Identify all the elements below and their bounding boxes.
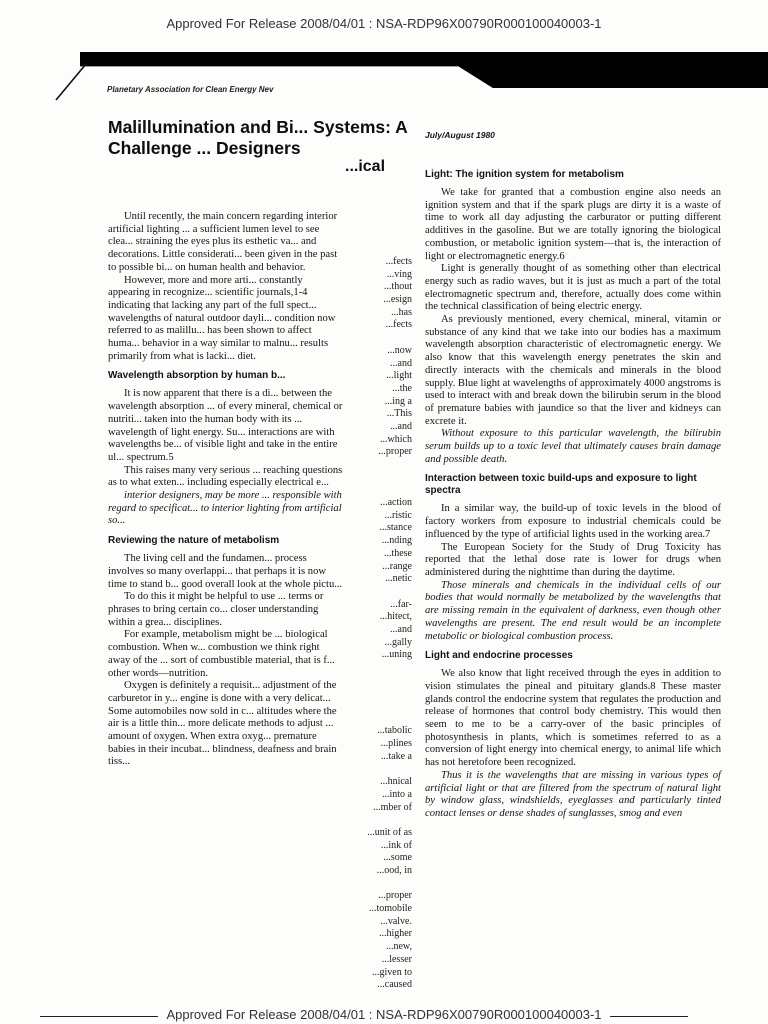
fragment-line: ...fects bbox=[385, 256, 412, 267]
body-paragraph: Until recently, the main concern regarding interior artificial lighting ... a sufficient lumen level to see clea... straining the eyes plus its esthetic va... and decorations. Little considerati... been given in the past to possible bi... on human health and behavior. bbox=[108, 211, 338, 273]
fragment-line: ...higher bbox=[378, 928, 412, 940]
release-stamp-top: Approved For Release 2008/04/01 : NSA-RDP96X00790R000100040003-1 bbox=[166, 16, 602, 31]
header-black-bar bbox=[80, 52, 768, 88]
body-paragraph: To do this it might be helpful to use ... terms or phrases to bring certain co... closer understanding within a grea... disciplines. bbox=[108, 591, 324, 628]
fragment-line bbox=[352, 662, 412, 675]
fragment-line: ...thout bbox=[383, 281, 412, 293]
fragment-line: ...This bbox=[386, 408, 412, 420]
body-paragraph: Without exposure to this particular wavelength, the bilirubin serum builds up to a toxic level that ultimately causes brain damage and possible death. bbox=[425, 428, 721, 465]
fragment-line: ...ing a bbox=[384, 395, 412, 407]
fragment-line bbox=[352, 472, 412, 485]
fragment-line: ...tomobile bbox=[368, 903, 412, 915]
fragment-line: ...far- bbox=[390, 598, 412, 610]
article-title-fragment: ...ical bbox=[345, 158, 386, 175]
body-paragraph: interior designers, may be more ... responsible with regard to specificat... to interior lighting from artificial so... bbox=[108, 490, 342, 527]
fragment-line: ...mber of bbox=[373, 801, 412, 813]
fragment-line: ...gally bbox=[384, 636, 412, 648]
fragment-line bbox=[352, 814, 412, 827]
fragment-line bbox=[352, 713, 412, 726]
fragment-line bbox=[352, 764, 412, 777]
body-paragraph: We also know that light received through the eyes in addition to vision stimulates the pineal and pituitary glands.8 These master glands control the endocrine system that regulates the production and release of hormones that control body chemistry. This would then seem to me to be a carry-over of the basic principles of photosynthesis in plants, which is sometimes referred to as a conversion of light energy into chemical energy, to animal life which has not heretofore been recognized. bbox=[425, 668, 721, 769]
body-paragraph: Oxygen is definitely a requisit... adjustment of the carburetor in y... engine is done with a very delicat... Some automobiles now sold in c... altitudes where the air is a little thin... more delicate methods to adjust ... amount of oxygen. When extra oxyg... premature babies in their incubat... blindness, deafness and brain tiss... bbox=[108, 680, 337, 768]
slash-mark-icon bbox=[52, 60, 92, 104]
fragment-line: ...plines bbox=[380, 738, 412, 750]
right-column bbox=[425, 162, 721, 821]
fragment-line: ...caused bbox=[377, 979, 412, 991]
body-paragraph: The living cell and the fundamen... process involves so many overlappi... that perhaps it is now time to stand b... good overall look at the whole pictu... bbox=[108, 553, 343, 590]
body-paragraph: It is now apparent that there is a di... between the wavelength absorption ... of every mineral, chemical or nutriti... taken into the human body with its ... wavelength of light energy. Su... interactions are with wavelengths be... of visible light and take in the entire ul... spectrum.5 bbox=[108, 388, 343, 463]
release-stamp-bottom: Approved For Release 2008/04/01 : NSA-RDP96X00790R000100040003-1 bbox=[166, 1007, 602, 1022]
fragment-line: ...proper bbox=[378, 446, 412, 458]
section-heading: Light and endocrine processes bbox=[425, 650, 573, 662]
fragment-line bbox=[352, 332, 412, 345]
left-column bbox=[108, 211, 344, 769]
body-paragraph: This raises many very serious ... reaching questions as to what exten... including especially electrical e... bbox=[108, 464, 343, 489]
fragment-line bbox=[352, 878, 412, 891]
section-heading: Reviewing the nature of metabolism bbox=[108, 535, 280, 547]
fragment-line: ...into a bbox=[382, 788, 412, 800]
fragment-line: ...light bbox=[386, 370, 412, 382]
body-paragraph: Light is generally thought of as something other than electrical energy such as radio waves, but it is just as much a part of the total electromagnetic spectrum and, therefore, actually does come within the technical classification of being electric energy. bbox=[425, 263, 721, 313]
fragment-line: ...the bbox=[392, 382, 412, 394]
fragment-line bbox=[352, 675, 412, 688]
fragment-line: ...now bbox=[387, 344, 412, 356]
fragment-line: ...lesser bbox=[381, 953, 412, 965]
fragment-line: ...fects bbox=[385, 319, 412, 331]
fragment-line: ...ving bbox=[386, 268, 412, 280]
fragment-line: ...nding bbox=[381, 535, 412, 547]
fragment-line: ...uning bbox=[381, 649, 412, 661]
fragment-line bbox=[352, 700, 412, 713]
fragment-line: ...given to bbox=[372, 966, 412, 978]
body-paragraph: We take for granted that a combustion engine also needs an ignition system and that if the spark plugs are dirty it is a waste of time to work all day adjusting the carburator or putting different additives in the gasoline. But we are totally ignoring the biological combustion, or metabolic ignition system—that is, the interaction of light or electromagnetic energy.6 bbox=[425, 187, 721, 262]
fragment-line: ...valve. bbox=[380, 915, 412, 927]
issue-date: July/August 1980 bbox=[425, 130, 495, 140]
body-paragraph: As previously mentioned, every chemical, mineral, vitamin or substance of any kind that we take into our bodies has a maximum wavelength absorption characteristic of electromagnetic energy. We also know that this wavelength energy penetrates the skin and directly interacts with the chemicals and minerals in the blood supply. Blue light at wavelengths of approximately 4000 angstroms is used to interact with and break down the bilirubin serum in the blood of premature babies with jaundice so that the liver and kidneys can excrete it. bbox=[425, 314, 721, 427]
publisher-line: Planetary Association for Clean Energy Nev bbox=[107, 85, 274, 94]
fragment-line: ...and bbox=[390, 420, 412, 432]
fragment-line: ...unit of as bbox=[367, 826, 412, 838]
truncated-column bbox=[352, 256, 412, 992]
fragment-line: ...ood, in bbox=[376, 865, 412, 876]
fragment-line: ...new, bbox=[385, 941, 412, 953]
article-title: Malillumination and Bi... Systems: A Challenge ... Designers bbox=[108, 117, 408, 158]
fragment-line: ...and bbox=[390, 357, 412, 369]
fragment-line: ...take a bbox=[380, 750, 412, 762]
fragment-line: ...hitect, bbox=[379, 611, 412, 623]
body-paragraph: In a similar way, the build-up of toxic levels in the blood of factory workers from exposure to industrial chemicals could be influenced by the type of artificial lights used in the working area.7 bbox=[425, 503, 721, 540]
fragment-line: ...netic bbox=[385, 573, 412, 585]
body-paragraph: The European Society for the Study of Drug Toxicity has reported that the lethal dose rate is lower for drugs when administered during the nighttime than during the daytime. bbox=[425, 541, 721, 578]
fragment-line: ...range bbox=[382, 560, 412, 572]
fragment-line bbox=[352, 459, 412, 472]
section-heading: Interaction between toxic build-ups and exposure to light spectra bbox=[425, 473, 697, 497]
fragment-line: ...ink of bbox=[380, 839, 412, 851]
fragment-line: ...some bbox=[383, 852, 412, 864]
fragment-line: ...proper bbox=[378, 890, 412, 902]
fragment-line: ...and bbox=[390, 623, 412, 635]
fragment-line bbox=[352, 586, 412, 599]
fragment-line: ...tabolic bbox=[377, 725, 412, 737]
body-paragraph: Thus it is the wavelengths that are missing in various types of artificial light or that are filtered from the spectrum of natural light by window glass, windshields, eyeglasses and particularly tinted contact lenses or dense shades of sunglasses, smog and even bbox=[425, 769, 721, 819]
fragment-line: ...stance bbox=[379, 522, 412, 534]
fragment-line: ...esign bbox=[383, 294, 412, 306]
body-paragraph: For example, metabolism might be ... biological combustion. When w... combustion we think right away of the ... sort of combustible material, that is f... other words—nutrition. bbox=[108, 629, 335, 679]
fragment-line: ...these bbox=[383, 547, 412, 559]
fragment-line: ...ristic bbox=[384, 509, 412, 521]
body-paragraph: Those minerals and chemicals in the individual cells of our bodies that would normally be metabolized by the wavelengths that are missing remain in the equivalent of darkness, even though other wavelengths are present. The end result would be an incomplete metabolic or biological combustion process. bbox=[425, 579, 721, 642]
fragment-line bbox=[352, 484, 412, 497]
fragment-line: ...action bbox=[380, 497, 412, 509]
body-paragraph: However, more and more arti... constantly appearing in recognize... scientific journals,1-4 indicating that lacking any part of the full spect... wavelengths of natural outdoor dayli... condition now referred to as malillu... has been shown to affect huma... behavior in a way similar to malnu... results primarily from what is lacki... diet. bbox=[108, 274, 336, 362]
section-heading: Wavelength absorption by human b... bbox=[108, 370, 286, 382]
fragment-line bbox=[352, 687, 412, 700]
fragment-line: ...has bbox=[391, 306, 412, 318]
fragment-line: ...which bbox=[380, 433, 412, 445]
fragment-line: ...hnical bbox=[380, 776, 412, 788]
section-heading: Light: The ignition system for metabolism bbox=[425, 169, 624, 180]
